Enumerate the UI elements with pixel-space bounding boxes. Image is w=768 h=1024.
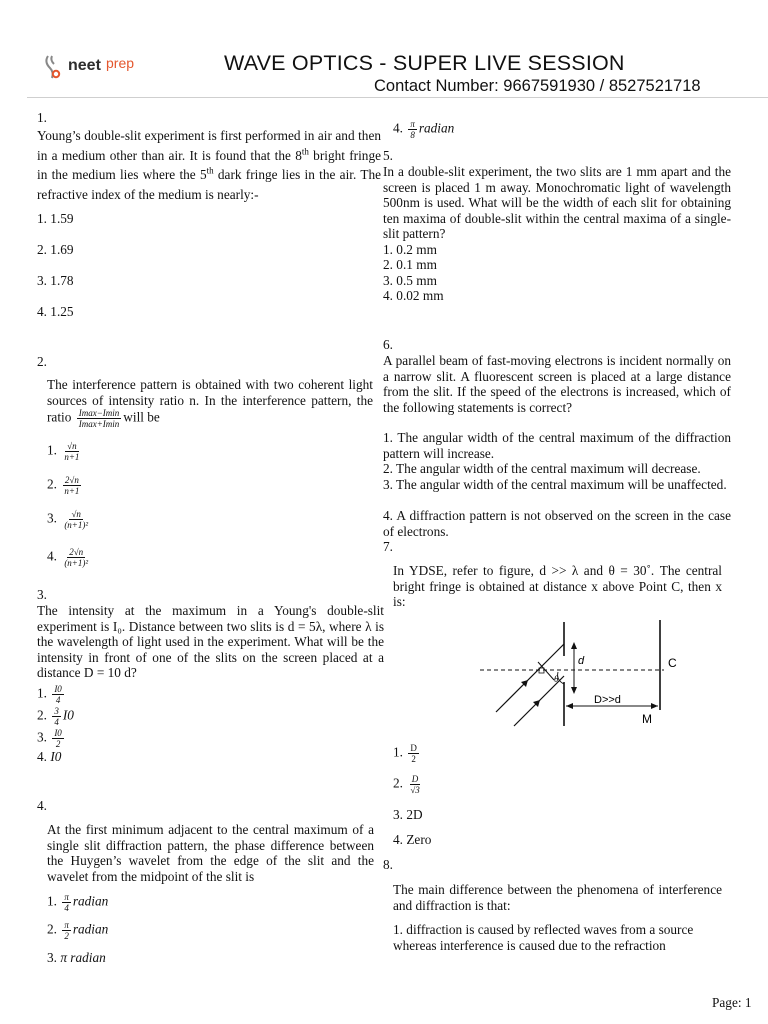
q1-sup-a: th <box>301 146 309 157</box>
fig-theta-label: θ <box>554 674 559 684</box>
q4-opt2-num: π <box>64 920 69 930</box>
header-divider <box>27 97 768 98</box>
fig-C-label: C <box>668 656 677 670</box>
q4-option-1[interactable] <box>47 892 108 913</box>
fig-M-label: M <box>642 712 652 726</box>
q1-text-a: Young’s double-slit experiment is first performed in air and then in a medium other than air. It is found that the 8 <box>37 128 381 163</box>
q4-text: At the first minimum adjacent to the central maximum of a single slit diffraction pattern, the phase difference between the Huygen’s wavelet from the edge of the slit and the wavelet from the midpoint of the slit is <box>47 822 374 884</box>
fig-d-label: d <box>578 655 585 667</box>
q4-option-4-fraction <box>408 119 417 140</box>
q3-option-2-num: 2. <box>37 707 47 723</box>
q3-option-1-fraction <box>52 684 64 705</box>
q5-option-4[interactable]: 4. 0.02 mm <box>383 288 444 303</box>
q6-number: 6. <box>383 337 393 352</box>
q1-text-b: bright fringe in the medium lies where the 5 <box>37 147 381 182</box>
logo-mark-icon <box>42 52 68 82</box>
q1-text <box>37 126 381 204</box>
q7-option-2-num: 2. <box>393 775 403 791</box>
q1-option-4[interactable]: 4. 1.25 <box>37 304 74 319</box>
q4-opt4-den: 8 <box>410 130 415 140</box>
logo-brand-suffix: prep <box>106 55 135 71</box>
q4-option-1-fraction <box>62 892 71 913</box>
q8-option-1[interactable]: 1. diffraction is caused by reflected waves from a source whereas interference is caused due to the refraction <box>393 922 694 953</box>
q3-option-4-num: 4. <box>37 749 47 764</box>
q1-text-c: dark fringe lies in the air. The refractive index of the medium is nearly:- <box>37 167 381 202</box>
q2-option-4-fraction <box>62 547 90 568</box>
q2-text-a: The interference pattern is obtained with two coherent light sources of intensity ratio n. In the interference pattern, the ratio <box>47 377 373 425</box>
q4-option-3-value: π radian <box>60 950 106 965</box>
q1-sup-b: th <box>206 165 214 176</box>
q5-option-1[interactable]: 1. 0.2 mm <box>383 242 437 257</box>
q2-ratio-num: Imax−Imin <box>78 408 120 419</box>
q2-option-2-num: 2. <box>47 476 57 492</box>
q2-opt3-num: √n <box>71 509 81 519</box>
q3-number: 3. <box>37 587 47 602</box>
q7-opt1-num: D <box>410 743 417 753</box>
q2-opt4-num: 2√n <box>69 547 84 557</box>
q3-option-1[interactable] <box>37 684 66 705</box>
q7-option-2[interactable] <box>393 774 424 795</box>
q4-option-2-unit: radian <box>72 921 109 937</box>
q2-opt2-num: 2√n <box>64 475 79 485</box>
q7-opt1-den: 2 <box>411 754 416 764</box>
q7-option-1-fraction <box>408 743 419 764</box>
q4-opt1-num: π <box>64 892 69 902</box>
q2-ratio-fraction <box>77 408 122 429</box>
q4-option-1-num: 1. <box>47 893 57 909</box>
q7-opt2-den: √3 <box>410 785 420 795</box>
q2-opt4-den: (n+1)² <box>64 558 89 568</box>
q2-opt2-den: n+1 <box>64 486 80 496</box>
q2-option-1[interactable] <box>47 441 83 462</box>
q6-option-1[interactable]: 1. The angular width of the central maximum of the diffraction pattern will increase. <box>383 430 731 461</box>
q5-number: 5. <box>383 148 393 163</box>
q7-opt2-num: D <box>411 774 419 784</box>
q3-opt1-den: 4 <box>55 695 61 705</box>
q4-opt4-num: π <box>410 119 415 129</box>
fig-D-label: D>>d <box>594 694 621 706</box>
page-number: Page: 1 <box>712 995 752 1010</box>
contact-number: Contact Number: 9667591930 / 8527521718 <box>374 77 701 95</box>
q5-option-2[interactable]: 2. 0.1 mm <box>383 257 437 272</box>
ydse-figure <box>476 614 682 732</box>
q5-option-3[interactable]: 3. 0.5 mm <box>383 273 437 288</box>
q7-option-3-num: 3. <box>393 807 403 822</box>
q4-option-3[interactable] <box>47 950 106 966</box>
q2-opt1-den: n+1 <box>64 452 80 462</box>
q6-option-2[interactable]: 2. The angular width of the central maximum will decrease. <box>383 461 701 476</box>
q7-option-1-num: 1. <box>393 744 403 760</box>
q3-option-3-fraction <box>52 728 64 749</box>
q2-option-4-num: 4. <box>47 548 57 564</box>
q4-opt1-den: 4 <box>64 903 69 913</box>
q2-option-2[interactable] <box>47 475 83 496</box>
q2-number: 2. <box>37 354 47 369</box>
q7-text: In YDSE, refer to figure, d >> λ and θ = 30˚. The central bright fringe is obtained at distance x above Point C, then x is: <box>393 563 722 610</box>
q7-number: 7. <box>383 539 393 554</box>
q8-number: 8. <box>383 857 393 872</box>
q3-opt2-den: 4 <box>54 717 59 727</box>
q3-opt1-num: I0 <box>54 684 62 694</box>
q3-option-2-tail: I0 <box>62 707 74 723</box>
q4-number: 4. <box>37 798 47 813</box>
q4-option-2-fraction <box>62 920 71 941</box>
q2-ratio-den: Imax+Imin <box>78 419 120 430</box>
q3-option-4-value: I0 <box>50 749 62 764</box>
page-title: WAVE OPTICS - SUPER LIVE SESSION <box>224 51 625 75</box>
q1-number: 1. <box>37 110 47 125</box>
q7-option-4[interactable] <box>393 832 431 848</box>
q3-opt3-den: 2 <box>55 739 61 749</box>
q4-opt2-den: 2 <box>64 931 69 941</box>
q4-option-2-num: 2. <box>47 921 57 937</box>
q2-option-1-num: 1. <box>47 442 57 458</box>
q2-text-b: will be <box>123 409 160 425</box>
q8-text: The main difference between the phenomena of interference and diffraction is that: <box>393 882 722 913</box>
q2-option-3-fraction <box>62 509 90 530</box>
q2-option-1-fraction <box>62 441 81 462</box>
q7-option-3-value: 2D <box>406 807 423 822</box>
q6-option-3[interactable]: 3. The angular width of the central maximum will be unaffected. <box>383 477 727 492</box>
q3-option-1-num: 1. <box>37 685 47 701</box>
q7-option-4-value: Zero <box>406 832 432 847</box>
q1-option-1[interactable]: 1. 1.59 <box>37 211 74 226</box>
q1-option-3[interactable]: 3. 1.78 <box>37 273 74 288</box>
q2-option-3[interactable] <box>47 509 92 530</box>
q3-opt3-num: I0 <box>54 728 62 738</box>
q4-option-3-num: 3. <box>47 950 57 965</box>
q4-option-2[interactable] <box>47 920 108 941</box>
q3-option-3[interactable] <box>37 728 66 749</box>
q1-option-2[interactable]: 2. 1.69 <box>37 242 74 257</box>
logo <box>42 52 152 82</box>
q6-text: A parallel beam of fast-moving electrons is incident normally on a narrow slit. A fluorescent screen is placed at a large distance from the slit. If the speed of the electrons is increased, which of the following statements is correct? <box>383 353 731 415</box>
q3-option-3-num: 3. <box>37 729 47 745</box>
q2-text <box>47 377 373 429</box>
q4-option-4-num: 4. <box>393 120 403 136</box>
q3-option-2-fraction <box>52 706 61 727</box>
q2-option-4[interactable] <box>47 547 92 568</box>
q3-option-4[interactable] <box>37 749 61 765</box>
q6-option-4[interactable]: 4. A diffraction pattern is not observed on the screen in the case of electrons. <box>383 508 731 539</box>
q7-option-4-num: 4. <box>393 832 403 847</box>
q7-option-3[interactable] <box>393 807 423 823</box>
logo-brand-text: neet <box>68 57 101 74</box>
q4-option-4[interactable] <box>393 119 454 140</box>
q2-option-2-fraction <box>62 475 81 496</box>
q2-option-3-num: 3. <box>47 510 57 526</box>
q5-text: In a double-slit experiment, the two slits are 1 mm apart and the screen is placed 1 m away. Monochromatic light of wavelength 500nm is used. What will be the width of each slit for obtaining ten maxima of double-slit within the central maxima of a single-slit pattern? <box>383 164 731 242</box>
q2-opt3-den: (n+1)² <box>64 520 89 530</box>
q3-opt2-num: 3 <box>54 706 59 716</box>
q7-option-1[interactable] <box>393 743 421 764</box>
q2-opt1-num: √n <box>67 441 77 451</box>
q3-text: The intensity at the maximum in a Young's double-slit experiment is I₀. Distance between two slits is d = 5λ, where λ is the wavelength of light used in the experiment. What will be the intensity in front of one of the slits on the screen placed at a distance D = 10 d? <box>37 603 384 681</box>
q7-option-2-fraction <box>408 774 421 795</box>
q4-option-4-unit: radian <box>418 120 455 136</box>
q4-option-1-unit: radian <box>72 893 109 909</box>
q3-option-2[interactable] <box>37 706 74 727</box>
